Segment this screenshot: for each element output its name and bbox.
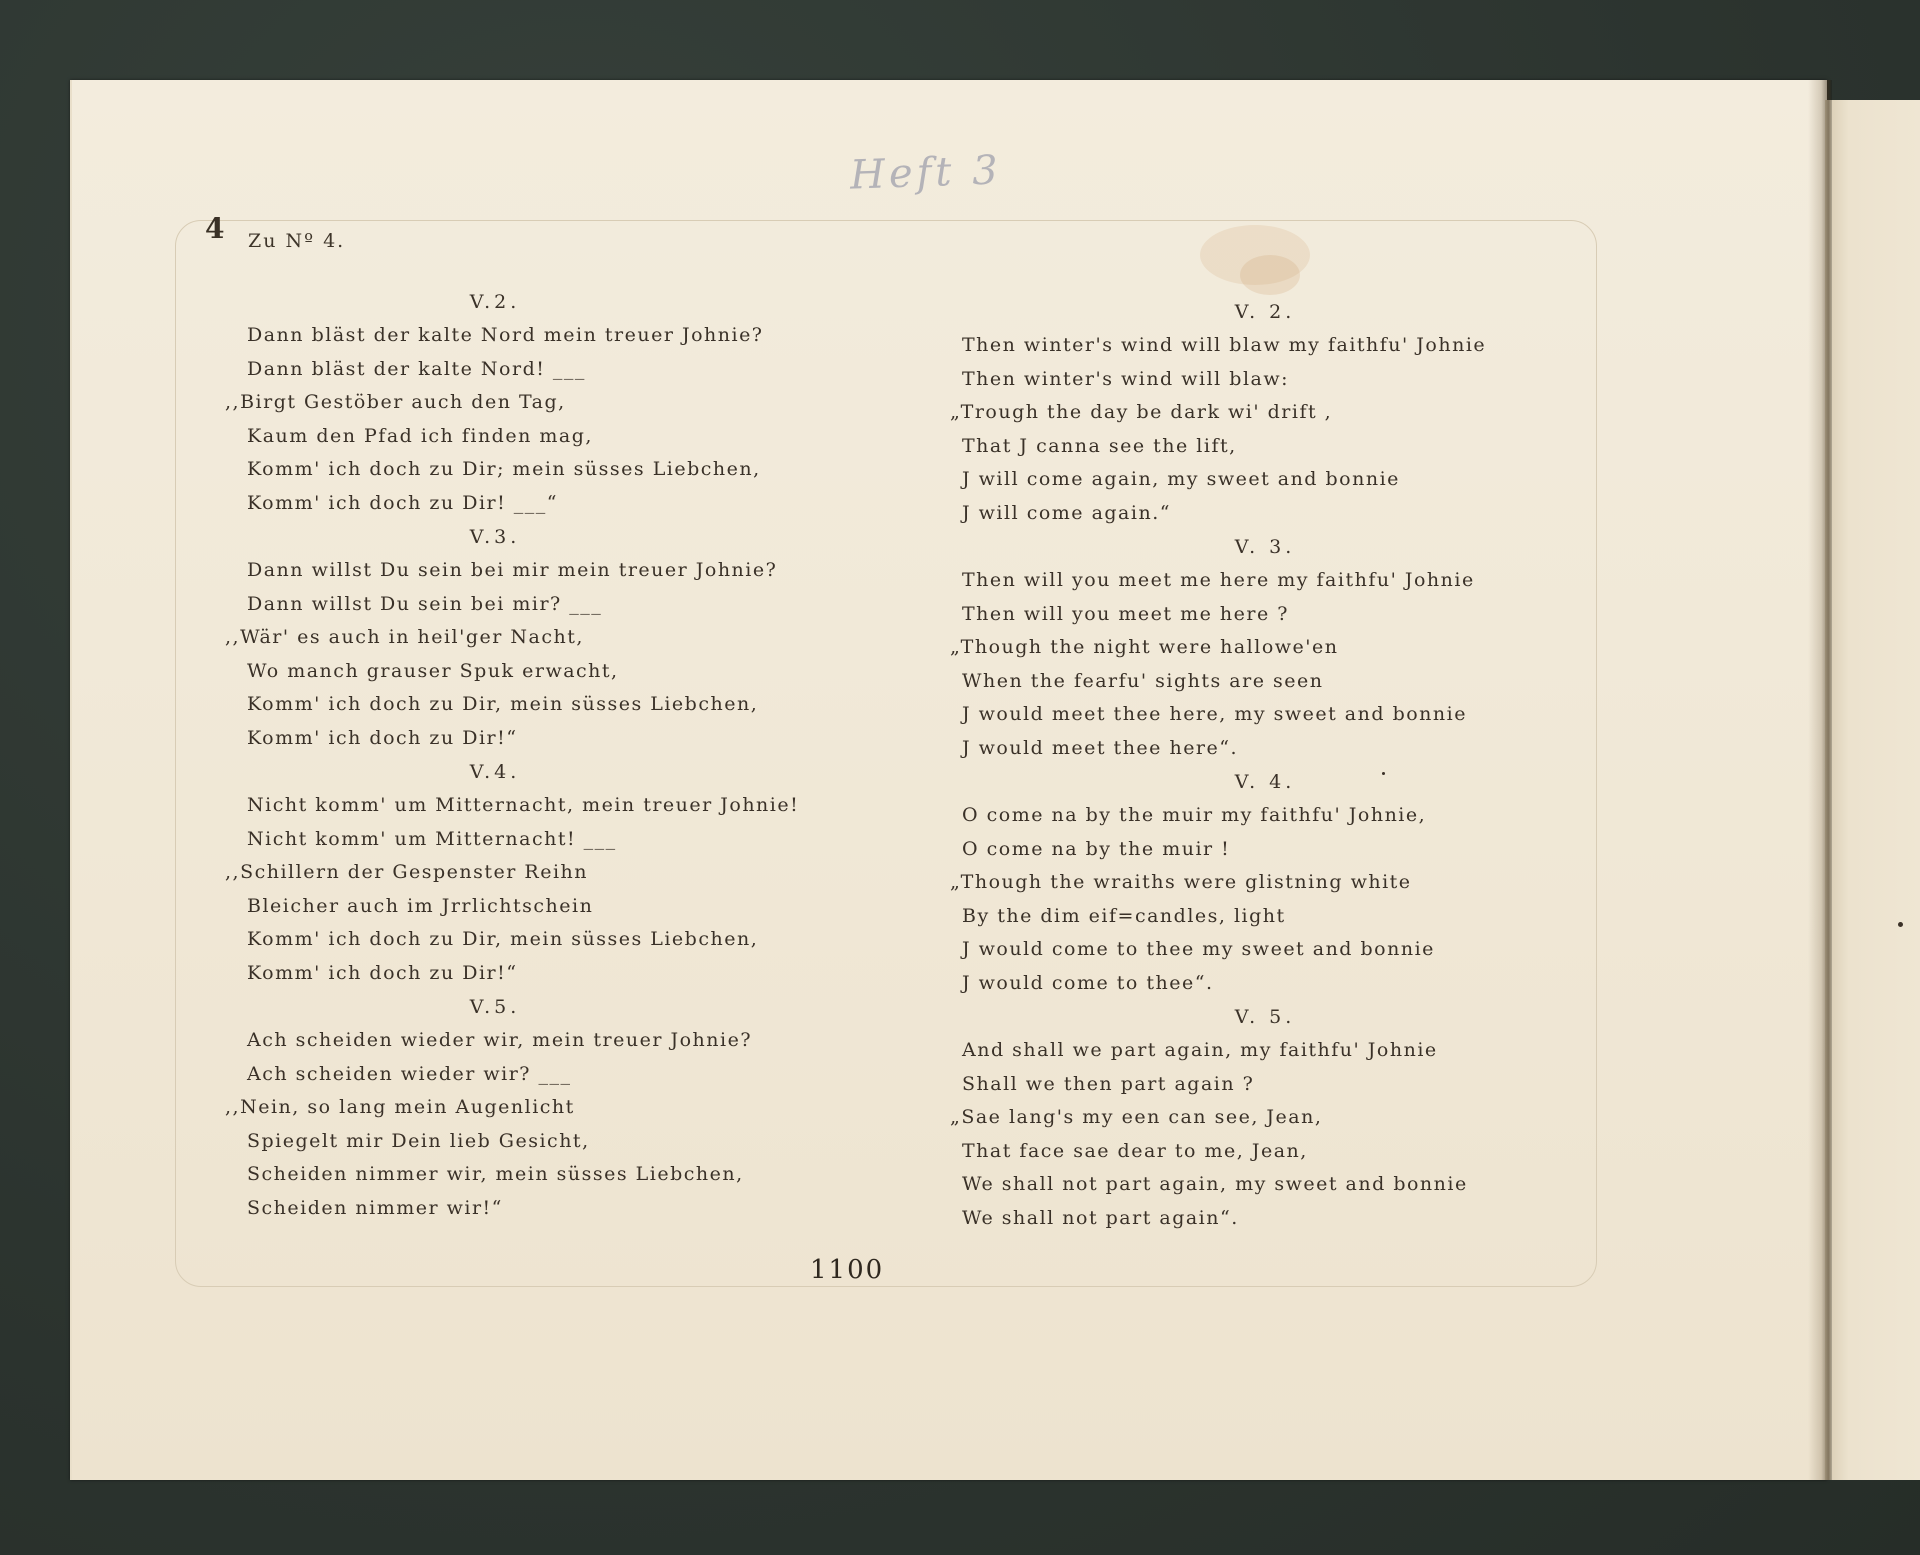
verse-line: We shall not part again, my sweet and bonnie: [962, 1173, 1468, 1195]
verse-line: Scheiden nimmer wir!“: [247, 1196, 503, 1219]
verse-label: V. 3.: [1234, 536, 1296, 558]
verse-line: ,,Birgt Gestöber auch den Tag,: [225, 391, 566, 413]
verse-label: V.4.: [469, 761, 521, 783]
verse-line: ,,Nein, so lang mein Augenlicht: [225, 1096, 575, 1118]
verse-line: Dann bläst der kalte Nord! ___: [247, 357, 586, 380]
verse-label: V. 4.: [1234, 771, 1296, 793]
verse-line: Nicht komm' um Mitternacht, mein treuer Johnie!: [247, 794, 800, 816]
ink-speck: [1382, 772, 1385, 775]
german-verse-2: [215, 285, 815, 520]
verse-label: V. 5.: [1234, 1006, 1296, 1028]
verse-label: V. 2.: [1234, 301, 1296, 323]
book-gutter: [1808, 80, 1832, 1480]
verse-line: Then winter's wind will blaw:: [962, 367, 1290, 390]
verse-label: V.5.: [469, 996, 521, 1018]
verse-line: O come na by the muir my faithfu' Johnie,: [962, 804, 1427, 826]
english-verse-5: [950, 1000, 1580, 1235]
verse-line: Ach scheiden wieder wir? ___: [247, 1062, 572, 1085]
verse-line: Komm' ich doch zu Dir; mein süsses Liebchen,: [247, 458, 761, 480]
verse-line: Then winter's wind will blaw my faithfu' Johnie: [962, 334, 1487, 356]
header-label: Zu Nº 4.: [248, 230, 346, 252]
verse-line: ,,Wär' es auch in heil'ger Nacht,: [225, 626, 584, 648]
verse-line: J would come to thee my sweet and bonnie: [962, 938, 1435, 960]
verse-line: J will come again.“: [962, 501, 1171, 524]
english-verse-2: [950, 295, 1580, 530]
footer-plate-number: 1100: [810, 1255, 885, 1285]
verse-line: „Trough the day be dark wi' drift ,: [950, 401, 1333, 423]
verse-line: Kaum den Pfad ich finden mag,: [247, 424, 593, 447]
verse-line: Dann bläst der kalte Nord mein treuer Johnie?: [247, 324, 764, 346]
verse-line: Komm' ich doch zu Dir, mein süsses Liebchen,: [247, 693, 759, 715]
verse-line: That face sae dear to me, Jean,: [962, 1139, 1308, 1162]
verse-line: We shall not part again“.: [962, 1206, 1239, 1229]
german-verse-4: [215, 755, 815, 990]
verse-line: Komm' ich doch zu Dir!“: [247, 726, 518, 749]
english-verse-4: [950, 765, 1580, 1000]
verse-line: J would meet thee here“.: [962, 736, 1239, 759]
pencil-annotation: Heft 3: [849, 147, 1003, 199]
german-text-column: [215, 285, 815, 1225]
verse-line: „Though the night were hallowe'en: [950, 636, 1339, 658]
verse-line: Nicht komm' um Mitternacht! ___: [247, 827, 617, 850]
verse-line: Wo manch grauser Spuk erwacht,: [247, 659, 619, 682]
verse-line: O come na by the muir !: [962, 837, 1231, 860]
book-page-right-edge: [1825, 100, 1920, 1480]
verse-line: Komm' ich doch zu Dir! ___“: [247, 491, 558, 514]
german-verse-5: [215, 990, 815, 1225]
verse-line: Scheiden nimmer wir, mein süsses Liebchen,: [247, 1163, 744, 1185]
verse-line: By the dim eif=candles, light: [962, 904, 1286, 927]
verse-line: Komm' ich doch zu Dir, mein süsses Liebchen,: [247, 928, 759, 950]
verse-line: J will come again, my sweet and bonnie: [962, 468, 1400, 490]
verse-line: Dann willst Du sein bei mir mein treuer Johnie?: [247, 559, 778, 581]
verse-line: Spiegelt mir Dein lieb Gesicht,: [247, 1129, 590, 1152]
ink-speck: [1898, 922, 1903, 927]
verse-line: Dann willst Du sein bei mir? ___: [247, 592, 603, 615]
verse-line: Shall we then part again ?: [962, 1072, 1255, 1095]
verse-line: When the fearfu' sights are seen: [962, 669, 1324, 692]
verse-line: ,,Schillern der Gespenster Reihn: [225, 861, 589, 883]
verse-line: „Though the wraiths were glistning white: [950, 871, 1412, 893]
verse-line: And shall we part again, my faithfu' Johnie: [962, 1039, 1438, 1061]
verse-line: J would meet thee here, my sweet and bonnie: [962, 703, 1467, 725]
german-verse-3: [215, 520, 815, 755]
verse-label: V.3.: [469, 526, 521, 548]
page-number: 4: [205, 212, 225, 245]
verse-label: V.2.: [469, 291, 521, 313]
verse-line: Then will you meet me here my faithfu' Johnie: [962, 569, 1475, 591]
verse-line: Ach scheiden wieder wir, mein treuer Johnie?: [247, 1029, 753, 1051]
verse-line: Komm' ich doch zu Dir!“: [247, 961, 518, 984]
verse-line: That J canna see the lift,: [962, 434, 1237, 457]
english-verse-3: [950, 530, 1580, 765]
verse-line: Then will you meet me here ?: [962, 602, 1289, 625]
english-text-column: [950, 295, 1580, 1235]
verse-line: Bleicher auch im Jrrlichtschein: [247, 894, 594, 917]
verse-line: „Sae lang's my een can see, Jean,: [950, 1106, 1323, 1128]
verse-line: J would come to thee“.: [962, 971, 1214, 994]
